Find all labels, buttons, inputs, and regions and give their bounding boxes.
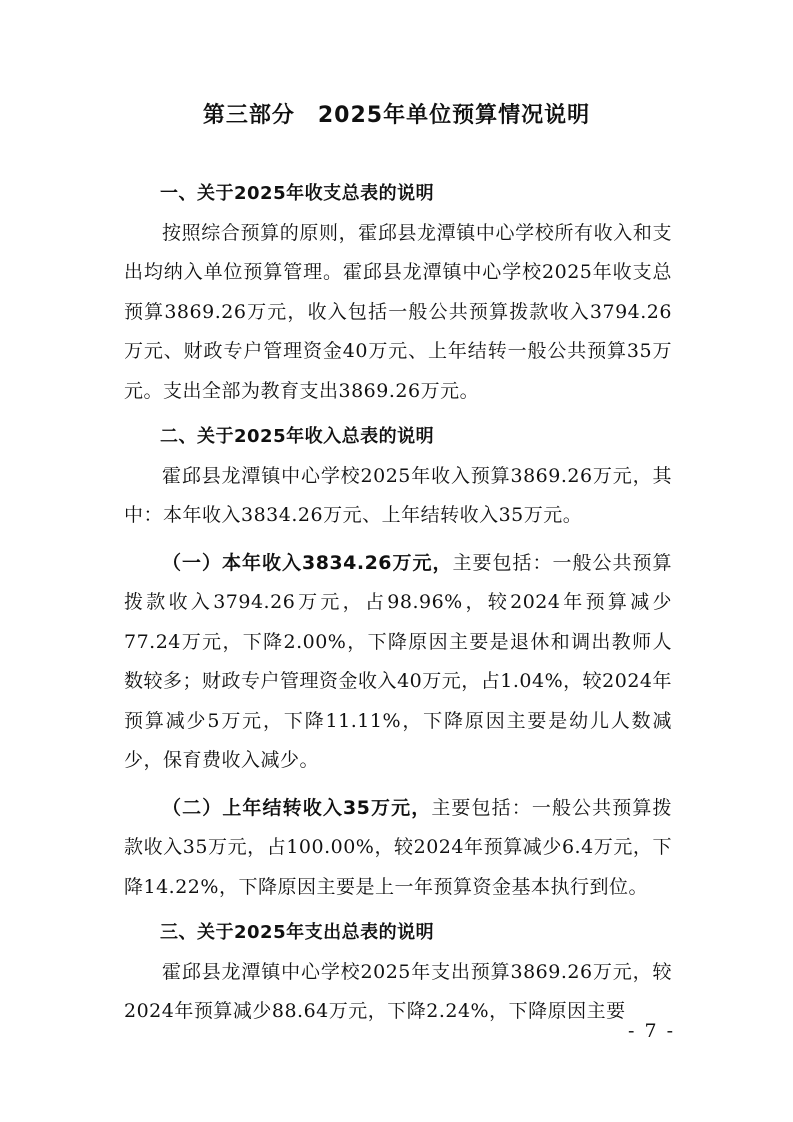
- section-2-sub-1-lead: （一）本年收入3834.26万元，: [162, 551, 453, 574]
- section-3-paragraph: 霍邱县龙潭镇中心学校2025年支出预算3869.26万元，较2024年预算减少88.64万元，下降2.24%，下降原因主要: [124, 960, 672, 1022]
- page-number: - 7 -: [627, 1020, 675, 1042]
- page-title: 第三部分 2025年单位预算情况说明: [202, 103, 591, 128]
- section-3-heading: 三、关于2025年支出总表的说明: [160, 922, 435, 943]
- section-2-sub-1: [124, 544, 672, 781]
- section-2-sub-2-lead: （二）上年结转收入35万元，: [162, 796, 432, 819]
- section-2-sub-2: [124, 789, 672, 908]
- section-2-sub-2-text: 主要包括：一般公共预算拨款收入35万元，占100.00%，较2024年预算减少6.4万元，下降14.22%，下降原因主要是上一年预算资金基本执行到位。: [124, 796, 672, 898]
- section-1-heading: 一、关于2025年收支总表的说明: [160, 183, 435, 204]
- section-2-sub-1-text: 主要包括：一般公共预算拨款收入3794.26万元，占98.96%，较2024年预算减少77.24万元，下降2.00%，下降原因主要是退休和调出教师人数较多；财政专户管理资金收入40万元，占1.04%，较2024年预算减少5万元，下降11.11%，下降原因主要是幼儿人数减少，保育费收入减少。: [124, 551, 672, 771]
- document-body: [124, 174, 672, 1032]
- section-1-paragraph: 按照综合预算的原则，霍邱县龙潭镇中心学校所有收入和支出均纳入单位预算管理。霍邱县龙潭镇中心学校2025年收支总预算3869.26万元，收入包括一般公共预算拨款收入3794.26万元、财政专户管理资金40万元、上年结转一般公共预算35万元。支出全部为教育支出3869.26万元。: [124, 221, 672, 402]
- section-2-paragraph: 霍邱县龙潭镇中心学校2025年收入预算3869.26万元，其中：本年收入3834.26万元、上年结转收入35万元。: [124, 464, 672, 526]
- section-2-heading: 二、关于2025年收入总表的说明: [160, 426, 435, 447]
